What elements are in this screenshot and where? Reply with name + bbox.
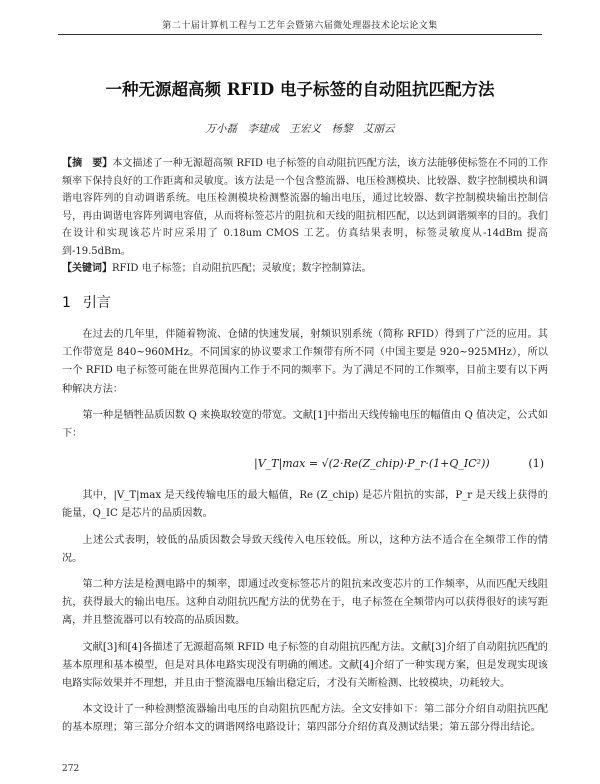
- keywords-label: 【关键词】: [62, 263, 112, 274]
- paper-title: 一种无源超高频 RFID 电子标签的自动阻抗匹配方法: [105, 80, 495, 99]
- equation-expression: |V_T|max = √(2·Re(Z_chip)·P_r·(1+Q_IC²)): [254, 457, 490, 471]
- body-text: [62, 326, 548, 746]
- section-heading: [62, 292, 111, 312]
- equation: [62, 447, 548, 481]
- section-number: 1: [62, 295, 71, 311]
- keywords: [62, 261, 548, 277]
- paragraph: 上述公式表明，较低的品质因数会导致天线传入电压较低。所以，这种方法不适合在全频带工作的情况。: [62, 534, 548, 564]
- paragraph: 第二种方法是检测电路中的频率，即通过改变标签芯片的阻抗来改变芯片的工作频率，从而匹配天线阻抗，获得最大的输出电压。这种自动阻抗匹配方法的优势在于，电子标签在全频带内可以获得很好的读写距离，并且整流器可以有较高的品质因数。: [62, 579, 548, 627]
- keywords-text: RFID 电子标签；自动阻抗匹配；灵敏度；数字控制算法。: [112, 263, 372, 274]
- paragraph: 第一种是牺牲品质因数 Q 来换取较宽的带宽。文献[1]中指出天线传输电压的幅值由 Q 值决定，公式如下：: [62, 409, 548, 440]
- paragraph: 其中，|V_T|max 是天线传输电压的最大幅值，Re (Z_chip) 是芯片阻抗的实部，P_r 是天线上获得的能量，Q_IC 是芯片的品质因数。: [62, 490, 548, 520]
- abstract-label: 【摘 要】: [62, 158, 113, 169]
- equation-number: (1): [528, 457, 544, 471]
- running-header: 第二十届计算机工程与工艺年会暨第六届微处理器技术论坛论文集: [58, 18, 542, 35]
- abstract: [62, 155, 548, 260]
- section-title: 引言: [82, 295, 111, 311]
- paragraph: 本文设计了一种检测整流器输出电压的自动阻抗匹配方法。全文安排如下：第二部分介绍自动阻抗匹配的基本原理；第三部分介绍本文的调谐网络电路设计；第四部分介绍仿真及测试结果；第五部分得出结论。: [62, 704, 548, 734]
- page-number: 272: [62, 764, 80, 774]
- paragraph: 文献[3]和[4]各描述了无源超高频 RFID 电子标签的自动阻抗匹配方法。文献[3]介绍了自动阻抗匹配的基本原理和基本模型，但是对具体电路实现没有明确的阐述。文献[4]介绍了一种实现方案，但是发现实现该电路实际效果并不理想，并且由于整流器电压输出稳定后，才没有关断检测、比较模块，功耗较大。: [62, 641, 548, 690]
- author-list: 万小磊 李建成 王宏义 杨黎 艾丽云: [205, 123, 395, 135]
- abstract-text: 本文描述了一种无源超高频 RFID 电子标签的自动阻抗匹配方法，该方法能够使标签在不同的工作频率下保持良好的工作距离和灵敏度。该方法是一个包含整流器、电压检测模块、比较器、数字控制模块和调谐电容阵列的自动调谐系统。电压检测模块检测整流器的输出电压，通过比较器、数字控制模块输出控制信号，再由调谐电容阵列调电容值，从而将标签芯片的阻抗和天线的阻抗相匹配，以达到调谐频率的目的。我们在设计和实现该芯片时应采用了 0.18um CMOS 工艺。仿真结果表明，标签灵敏度从-14dBm 提高到-19.5dBm。: [62, 158, 549, 257]
- paragraph: 在过去的几年里，伴随着物流、仓储的快速发展，射频识别系统（简称 RFID）得到了广泛的应用。其工作带宽是 840~960MHz。不同国家的协议要求工作频带有所不同（中国主要是 920~925MHz），所以一个 RFID 电子标签可能在世界范围内工作于不同的频率下。为了满足不同的工作频率，目前主要有以下两种解决方法：: [62, 329, 548, 395]
